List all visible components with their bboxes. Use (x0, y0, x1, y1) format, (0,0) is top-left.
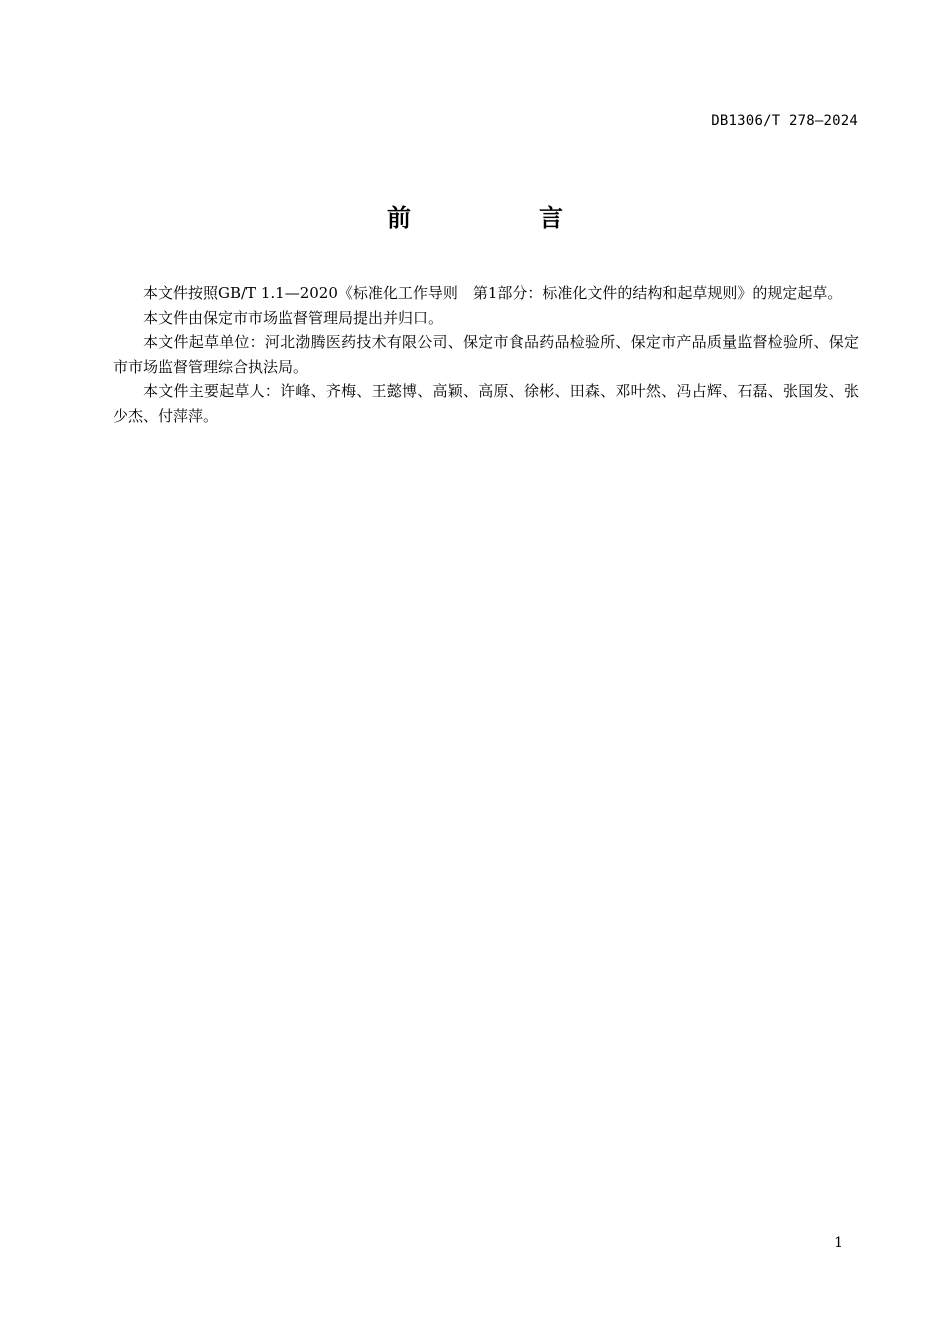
paragraph-drafting-rules: 本文件按照GB/T 1.1—2020《标准化工作导则 第1部分：标准化文件的结构和起草规则》的规定起草。 (143, 284, 843, 302)
paragraph-proposer: 本文件由保定市市场监督管理局提出并归口。 (143, 308, 444, 327)
paragraph-drafting-units: 本文件起草单位：河北渤腾医药技术有限公司、保定市食品药品检验所、保定市产品质量监督检验所、保定市市场监督管理综合执法局。 (113, 333, 859, 376)
page-number: 1 (834, 1235, 843, 1251)
page-title: 前 言 (387, 204, 615, 232)
document-code: DB1306/T 278—2024 (711, 113, 858, 129)
paragraph-drafters: 本文件主要起草人：许峰、齐梅、王懿博、高颖、高原、徐彬、田森、邓叶然、冯占辉、石磊、张国发、张少杰、付萍萍。 (113, 382, 859, 425)
foreword-body (113, 281, 859, 428)
